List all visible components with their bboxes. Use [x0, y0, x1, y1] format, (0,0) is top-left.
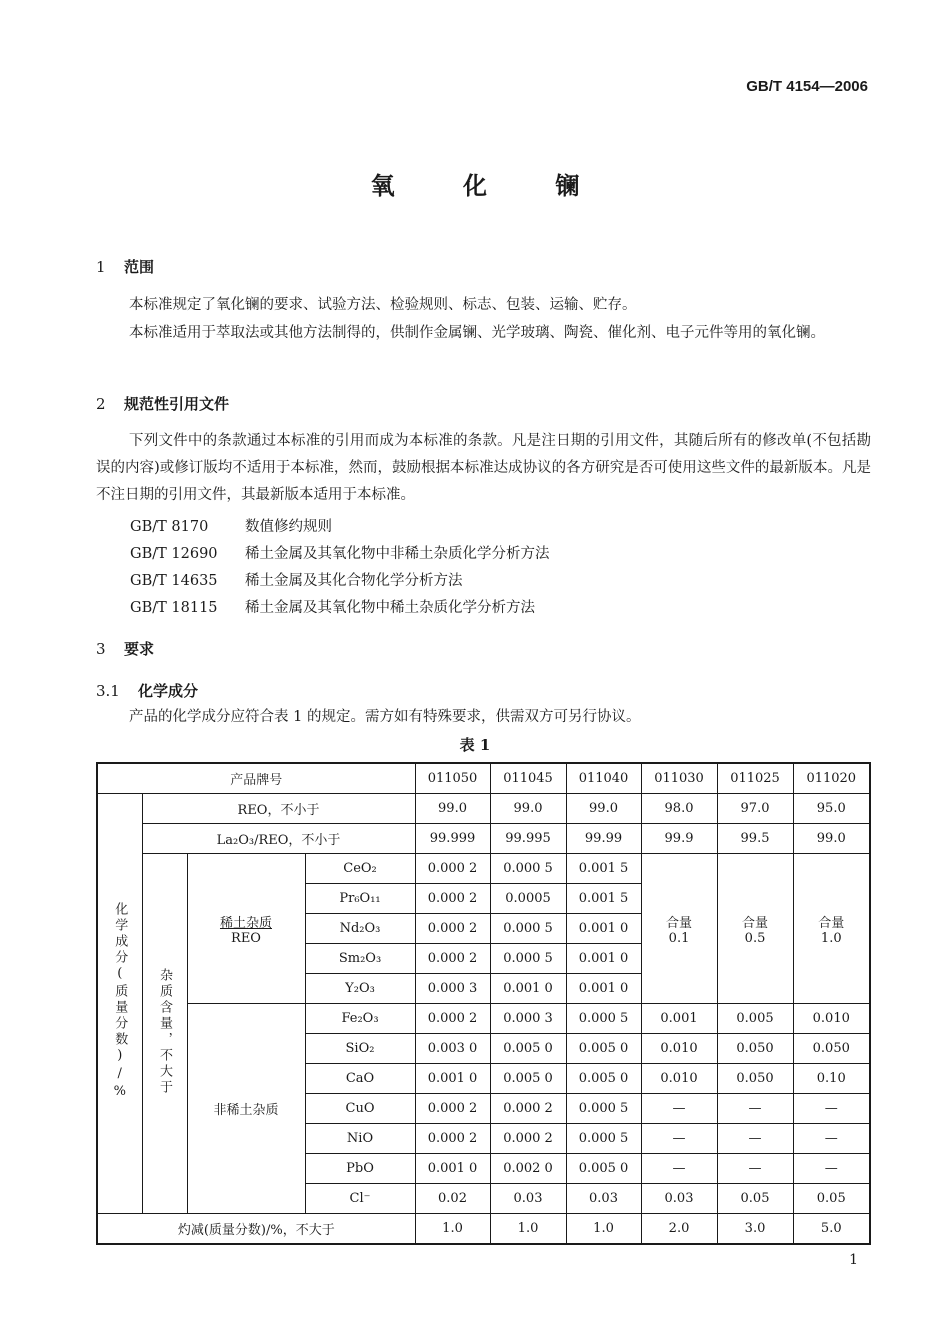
non-rare-earth-impurity-label: 非稀土杂质 [187, 1004, 305, 1214]
table-cell: 0.010 [641, 1034, 717, 1064]
section-3-heading [96, 638, 154, 659]
row-label: La₂O₃/REO，不小于 [142, 824, 415, 854]
impurity-name: NiO [305, 1124, 415, 1154]
table-cell: 0.000 5 [490, 944, 566, 974]
rare-earth-impurity-label [187, 854, 305, 1004]
grade-cell: 011030 [641, 763, 717, 794]
table-cell: 0.05 [717, 1184, 793, 1214]
table-cell: 3.0 [717, 1214, 793, 1245]
table-cell: 0.010 [641, 1064, 717, 1094]
section-2-heading [96, 393, 229, 414]
grade-cell: 011045 [490, 763, 566, 794]
standard-code: GB/T 4154—2006 [746, 78, 868, 95]
section-number: 2 [96, 395, 106, 413]
impurity-name: Nd₂O₃ [305, 914, 415, 944]
table-cell: 0.005 0 [490, 1034, 566, 1064]
impurity-name: CaO [305, 1064, 415, 1094]
table-cell: 0.000 2 [490, 1124, 566, 1154]
impurity-name: Fe₂O₃ [305, 1004, 415, 1034]
table-cell: 99.0 [566, 794, 641, 824]
table-cell: 0.000 2 [490, 1094, 566, 1124]
grade-cell: 011020 [793, 763, 870, 794]
title-char: 镧 [555, 171, 580, 200]
table-header-row [97, 763, 870, 794]
reference-title: 稀土金属及其化合物化学分析方法 [245, 573, 463, 589]
chemical-composition-table [96, 762, 871, 1245]
table-cell: 0.010 [793, 1004, 870, 1034]
table-row [97, 1214, 870, 1245]
section-title: 范围 [124, 258, 155, 276]
rare-earth-sub-label: REO [231, 930, 261, 946]
table-cell: 0.050 [717, 1034, 793, 1064]
table-cell: 0.000 2 [415, 854, 490, 884]
table-cell: 99.5 [717, 824, 793, 854]
reference-item [130, 596, 535, 617]
impurity-name: Y₂O₃ [305, 974, 415, 1004]
section-1-paragraph-2: 本标准适用于萃取法或其他方法制得的，供制作金属镧、光学玻璃、陶瓷、催化剂、电子元件等用的氧化镧。 [129, 325, 825, 341]
reference-item [130, 542, 550, 563]
table-cell: 0.000 5 [566, 1124, 641, 1154]
table-cell: 0.000 5 [490, 914, 566, 944]
table-cell: 0.050 [717, 1064, 793, 1094]
impurity-name: Sm₂O₃ [305, 944, 415, 974]
table-cell: — [641, 1094, 717, 1124]
reference-code: GB/T 18115 [130, 600, 218, 616]
section-1-paragraph-1: 本标准规定了氧化镧的要求、试验方法、检验规则、标志、包装、运输、贮存。 [129, 297, 637, 313]
impurity-name: PbO [305, 1154, 415, 1184]
table-cell: 0.001 5 [566, 854, 641, 884]
reference-item [130, 515, 332, 536]
table-cell: 0.001 [641, 1004, 717, 1034]
section-title: 规范性引用文件 [124, 395, 230, 413]
table-cell: 1.0 [566, 1214, 641, 1245]
total-label: 合量 [666, 915, 693, 931]
section-title: 要求 [124, 640, 155, 658]
table-cell: 0.02 [415, 1184, 490, 1214]
table-cell: — [717, 1094, 793, 1124]
section-3-1-heading [96, 680, 198, 701]
product-grade-label: 产品牌号 [97, 763, 415, 794]
table-cell: — [641, 1154, 717, 1184]
table-cell: 0.000 5 [566, 1094, 641, 1124]
table-cell: 99.9 [641, 824, 717, 854]
table-cell: 0.05 [793, 1184, 870, 1214]
table-cell: 99.99 [566, 824, 641, 854]
table-cell: — [793, 1124, 870, 1154]
section-number: 3 [96, 640, 106, 658]
table-cell: 0.000 2 [415, 1004, 490, 1034]
total-cell [641, 854, 717, 1004]
table-cell: 99.0 [490, 794, 566, 824]
table-cell: 5.0 [793, 1214, 870, 1245]
table-cell: 0.001 0 [566, 974, 641, 1004]
table-caption: 表 1 [459, 736, 491, 754]
table-cell: 0.0005 [490, 884, 566, 914]
table-cell: 0.005 0 [490, 1064, 566, 1094]
title-char: 氧 [370, 171, 395, 200]
table-cell: 0.001 0 [415, 1064, 490, 1094]
page-number: 1 [849, 1252, 858, 1268]
grade-cell: 011040 [566, 763, 641, 794]
title-char: 化 [463, 171, 487, 200]
table-cell: 0.001 0 [415, 1154, 490, 1184]
total-value: 0.5 [744, 930, 766, 946]
chem-composition-label: 化学成分(质量分数)/% [97, 794, 142, 1214]
table-cell: 0.005 0 [566, 1154, 641, 1184]
table-cell: 0.005 0 [566, 1064, 641, 1094]
total-value: 1.0 [820, 930, 842, 946]
section-3-1-paragraph: 产品的化学成分应符合表 1 的规定。需方如有特殊要求，供需双方可另行协议。 [129, 709, 641, 725]
impurity-name: CeO₂ [305, 854, 415, 884]
table-cell: 99.0 [793, 824, 870, 854]
table-cell: 0.000 2 [415, 884, 490, 914]
table-cell: 2.0 [641, 1214, 717, 1245]
table-cell: 0.03 [490, 1184, 566, 1214]
reference-code: GB/T 8170 [130, 519, 209, 535]
table-cell: 0.000 2 [415, 1124, 490, 1154]
impurity-name: Pr₆O₁₁ [305, 884, 415, 914]
table-cell: 0.10 [793, 1064, 870, 1094]
total-cell [793, 854, 870, 1004]
table-cell: — [793, 1094, 870, 1124]
table-row [97, 794, 870, 824]
total-cell [717, 854, 793, 1004]
table-row [97, 854, 870, 884]
table-row [97, 1004, 870, 1034]
table-cell: 98.0 [641, 794, 717, 824]
table-cell: 1.0 [415, 1214, 490, 1245]
table-cell: 1.0 [490, 1214, 566, 1245]
reference-title: 稀土金属及其氧化物中稀土杂质化学分析方法 [245, 600, 535, 616]
table-cell: 0.001 5 [566, 884, 641, 914]
grade-cell: 011025 [717, 763, 793, 794]
table-cell: 0.000 5 [490, 854, 566, 884]
table-cell: 0.001 0 [566, 914, 641, 944]
table-cell: 0.03 [641, 1184, 717, 1214]
table-cell: 0.000 2 [415, 944, 490, 974]
table-cell: 0.005 0 [566, 1034, 641, 1064]
table-cell: — [717, 1154, 793, 1184]
reference-code: GB/T 14635 [130, 573, 218, 589]
table-cell: 0.001 0 [490, 974, 566, 1004]
row-label: REO，不小于 [142, 794, 415, 824]
total-label: 合量 [818, 915, 845, 931]
impurity-content-label: 杂质含量，不大于 [142, 854, 187, 1214]
reference-item [130, 569, 463, 590]
document-title [0, 166, 950, 201]
reference-title: 数值修约规则 [245, 519, 332, 535]
reference-title: 稀土金属及其氧化物中非稀土杂质化学分析方法 [245, 546, 550, 562]
table-cell: 0.001 0 [566, 944, 641, 974]
impurity-name: Cl⁻ [305, 1184, 415, 1214]
table-cell: — [717, 1124, 793, 1154]
table-cell: 0.000 2 [415, 914, 490, 944]
table-cell: 0.000 2 [415, 1094, 490, 1124]
table-cell: 0.000 3 [490, 1004, 566, 1034]
table-cell: 99.995 [490, 824, 566, 854]
section-number: 1 [96, 258, 106, 276]
table-cell: 95.0 [793, 794, 870, 824]
rare-earth-label: 稀土杂质 [219, 915, 272, 931]
section-number: 3.1 [96, 682, 120, 700]
table-cell: 0.002 0 [490, 1154, 566, 1184]
impurity-name: CuO [305, 1094, 415, 1124]
table-cell: 99.0 [415, 794, 490, 824]
section-2-paragraph: 下列文件中的条款通过本标准的引用而成为本标准的条款。凡是注日期的引用文件，其随后所有的修改单(不包括勘误的内容)或修订版均不适用于本标准，然而，鼓励根据本标准达成协议的各方研究是否可使用这些文件的最新版本。凡是不注日期的引用文件，其最新版本适用于本标准。 [96, 433, 871, 503]
table-cell: 0.050 [793, 1034, 870, 1064]
row-label: 灼减(质量分数)/%，不大于 [97, 1214, 415, 1245]
impurity-name: SiO₂ [305, 1034, 415, 1064]
total-value: 0.1 [668, 930, 690, 946]
table-cell: 0.000 5 [566, 1004, 641, 1034]
section-title: 化学成分 [138, 682, 199, 700]
total-label: 合量 [742, 915, 769, 931]
table-cell: — [641, 1124, 717, 1154]
table-cell: 0.003 0 [415, 1034, 490, 1064]
table-cell: 0.03 [566, 1184, 641, 1214]
table-cell: 99.999 [415, 824, 490, 854]
table-cell: 0.000 3 [415, 974, 490, 1004]
section-1-heading [96, 256, 154, 277]
grade-cell: 011050 [415, 763, 490, 794]
table-cell: 0.005 [717, 1004, 793, 1034]
table-cell: — [793, 1154, 870, 1184]
table-row [97, 824, 870, 854]
reference-code: GB/T 12690 [130, 546, 218, 562]
table-cell: 97.0 [717, 794, 793, 824]
